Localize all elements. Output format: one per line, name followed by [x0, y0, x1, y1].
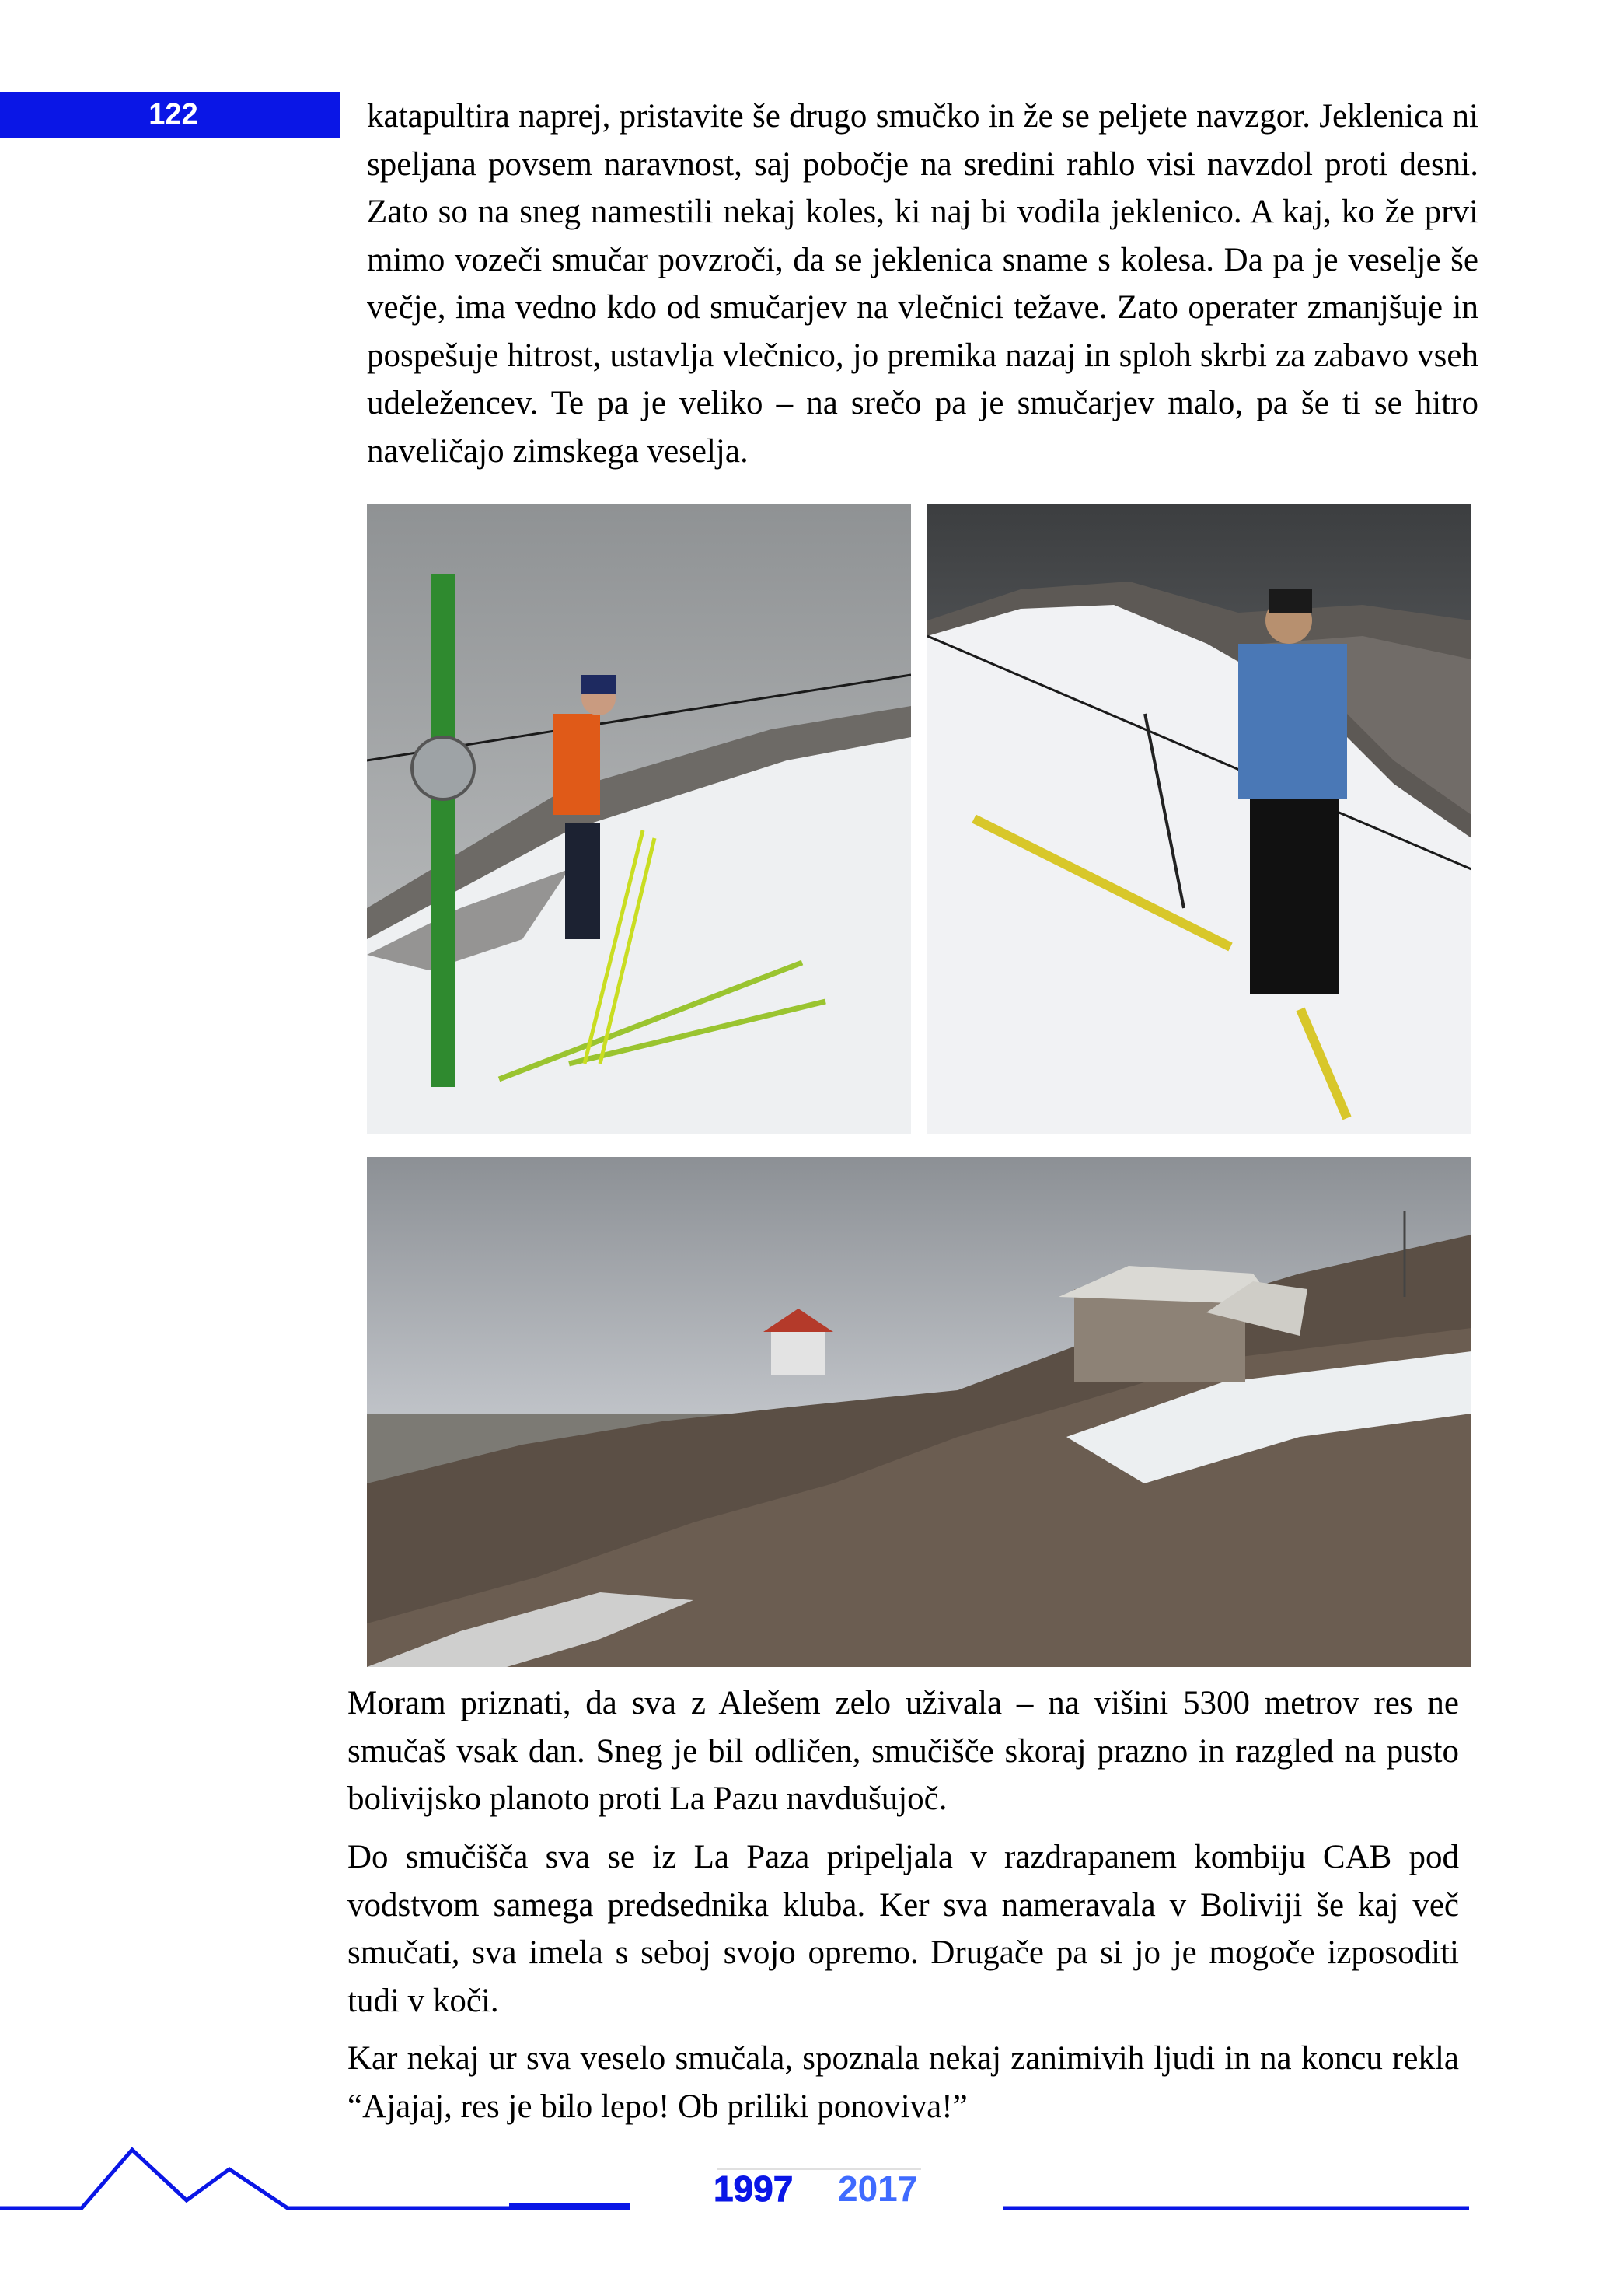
paragraph-2: Moram priznati, da sva z Alešem zelo uživala – na višini 5300 metrov res ne smučaš vsak dan. Sneg je bil odličen, smučišče skoraj prazno in razgled na pusto bolivijsko planoto proti La Pazu navdušujoč.	[347, 1685, 1459, 1817]
paragraph-3: Do smučišča sva se iz La Paza pripeljala v razdrapanem kombiju CAB pod vodstvom samega predsednika kluba. Ker sva nameravala v Boliviji še kaj več smučati, sva imela s seboj svojo opremo. Drugače pa si jo je mogoče izposoditi tudi v koči.	[347, 1839, 1459, 2019]
page-number: 122	[148, 98, 198, 131]
photo-skier-lift-pole	[367, 504, 911, 1134]
intro-paragraph: katapultira naprej, pristavite še drugo smučko in že se peljete navzgor. Jeklenica ni speljana povsem naravnost, saj pobočje na sredini rahlo visi navzdol proti desni. Zato so na sneg namestili nekaj koles, ki naj bi vodila jeklenico. A kaj, ko že prvi mimo vozeči smučar povzroči, da se jeklenica sname s kolesa. Da pa je veselje še večje, ima vedno kdo od smučarjev na vlečnici težave. Zato operater zmanjšuje in pospešuje hitrost, ustavlja vlečnico, jo premika nazaj in sploh skrbi za zabavo vseh udeležencev. Te pa je veliko – na srečo pa je smučarjev malo, pa še ti se hitro naveličajo zimskega veselja.	[367, 98, 1478, 470]
photo-mountain-lodge	[367, 1157, 1471, 1667]
footer-mountain-line	[0, 2130, 1616, 2224]
paragraph-4: Kar nekaj ur sva veselo smučala, spoznala nekaj zanimivih ljudi in na koncu rekla “Ajajaj, res je bilo lepo! Ob priliki ponoviva!”	[347, 2040, 1459, 2125]
photo-skier-blue-jacket	[927, 504, 1471, 1134]
footer-year-start: 1997	[714, 2168, 794, 2209]
footer-year-end: 2017	[838, 2168, 918, 2209]
